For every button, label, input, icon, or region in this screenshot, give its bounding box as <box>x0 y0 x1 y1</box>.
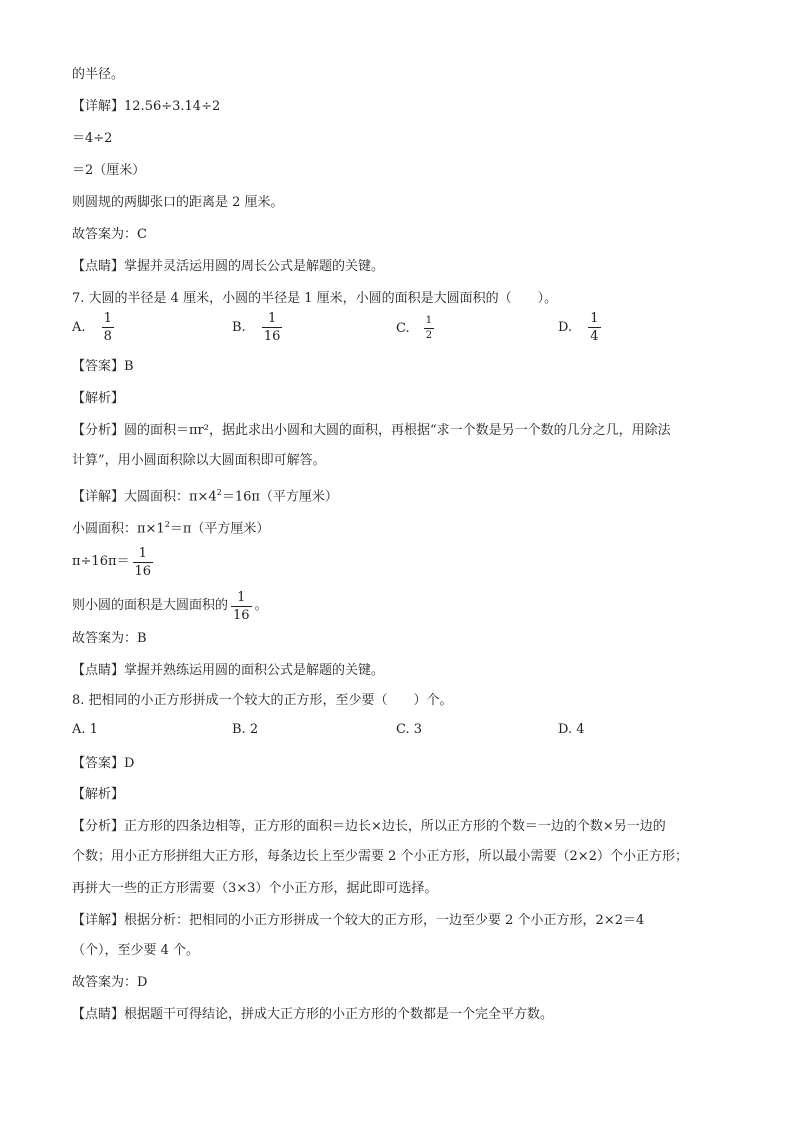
fraction-denominator: 16 <box>263 329 281 344</box>
question-text: 7. 大圆的半径是 4 厘米，小圆的半径是 1 厘米，小圆的面积是大圆面积的（ ）。 <box>72 291 558 306</box>
fraction-numerator: 1 <box>237 589 246 605</box>
fenxi-line <box>72 818 666 836</box>
detail-line <box>72 542 156 583</box>
answer-line <box>72 755 134 773</box>
note-text: 掌握并熟练运用圆的面积公式是解题的关键。 <box>124 663 385 678</box>
text-line <box>72 66 124 84</box>
fraction-denominator: 2 <box>425 330 433 341</box>
detail-text: ＝π（平方厘米） <box>169 521 270 537</box>
question-7 <box>72 290 557 308</box>
answer-tag: 【答案】 <box>72 359 125 374</box>
text: 故答案为：C <box>72 227 147 242</box>
exponent: 2 <box>164 520 170 529</box>
fenxi-line <box>72 848 688 866</box>
detail-text: ＝16π（平方厘米） <box>221 489 338 505</box>
detail-line <box>72 912 644 930</box>
detail-text: π÷16π＝ <box>72 554 130 569</box>
answer-line <box>72 226 147 244</box>
analysis-header <box>72 390 124 408</box>
note-line <box>72 1006 553 1024</box>
fenxi-line <box>72 422 671 440</box>
fenxi-line <box>72 452 326 470</box>
note-tag: 【点睛】 <box>72 1007 125 1022</box>
detail-line <box>72 484 338 506</box>
text: ＝4÷2 <box>72 131 113 146</box>
option-d <box>558 312 604 343</box>
detail-tag: 【详解】 <box>72 489 125 505</box>
answer-line <box>72 630 147 648</box>
fraction-denominator: 16 <box>233 607 250 623</box>
option-a <box>72 312 117 343</box>
detail-line <box>72 98 220 116</box>
text-line <box>72 130 112 148</box>
text: 则圆规的两脚张口的距离是 2 厘米。 <box>72 195 284 210</box>
fenxi-text: 再拼大一些的正方形需要（3×3）个小正方形，据此即可选择。 <box>72 881 438 896</box>
detail-text: 大圆面积：π×4 <box>124 489 217 505</box>
note-text: 根据题干可得结论，拼成大正方形的小正方形的个数都是一个完全平方数。 <box>124 1007 554 1022</box>
fraction-numerator: 1 <box>267 311 277 326</box>
result-fraction <box>231 591 252 622</box>
option-c <box>396 316 437 341</box>
fenxi-tag: 【分析】 <box>72 423 125 438</box>
question-8-options <box>72 722 752 742</box>
option-label: A. <box>72 320 86 335</box>
answer-value: D <box>124 756 135 771</box>
answer-line <box>72 358 134 376</box>
question-8 <box>72 692 453 710</box>
fenxi-text: 正方形的四条边相等，正方形的面积＝边长×边长，所以正方形的个数＝一边的个数×另一边的 <box>124 819 666 834</box>
text: 故答案为：B <box>72 631 147 646</box>
option-c: C. 3 <box>396 722 423 737</box>
note-line <box>72 662 384 680</box>
fenxi-text: 个数；用小正方形拼组大正方形，每条边长上至少需要 2 个小正方形，所以最小需要（2×2）个小正方形； <box>72 849 688 864</box>
detail-line <box>72 942 199 960</box>
option-fraction <box>262 312 283 343</box>
fraction-numerator: 1 <box>103 311 112 326</box>
fenxi-text: 圆的面积＝πr²，据此求出小圆和大圆的面积，再根据“求一个数是另一个数的几分之几，用除法 <box>124 423 671 438</box>
detail-text: 小圆面积：π×1 <box>72 521 165 537</box>
detail-tag: 【详解】 <box>72 913 125 928</box>
note-tag: 【点睛】 <box>72 259 125 274</box>
detail-text: （个），至少要 4 个。 <box>72 943 200 958</box>
result-fraction <box>133 547 154 578</box>
detail-text: 根据分析：把相同的小正方形拼成一个较大的正方形，一边至少要 2 个小正方形，2×2＝4 <box>124 913 645 928</box>
answer-tag: 【答案】 <box>72 756 125 771</box>
text: ＝2（厘米） <box>72 163 146 178</box>
analysis-header <box>72 786 124 804</box>
text-line <box>72 162 145 180</box>
note-text: 掌握并灵活运用圆的周长公式是解题的关键。 <box>124 259 385 274</box>
detail-line <box>72 516 269 538</box>
fraction-numerator: 1 <box>590 311 599 326</box>
question-text: 8. 把相同的小正方形拼成一个较大的正方形，至少要（ ）个。 <box>72 693 453 708</box>
text-line <box>72 194 284 212</box>
detail-tag: 【详解】 <box>72 99 125 114</box>
detail-text: 12.56÷3.14÷2 <box>124 99 221 114</box>
detail-text: 。 <box>254 598 268 613</box>
question-7-options <box>72 312 752 352</box>
option-fraction <box>588 312 600 343</box>
fenxi-tag: 【分析】 <box>72 819 125 834</box>
option-d: D. 4 <box>558 722 585 737</box>
answer-value: B <box>124 359 134 374</box>
exponent: 2 <box>216 488 222 497</box>
text: 的半径。 <box>72 67 125 82</box>
option-label: C. <box>396 321 410 336</box>
analysis-tag: 【解析】 <box>72 787 125 802</box>
option-b <box>232 312 285 343</box>
fenxi-line <box>72 880 437 898</box>
fraction-denominator: 16 <box>134 563 152 579</box>
option-fraction <box>424 316 434 341</box>
option-label: D. <box>558 320 573 335</box>
note-line <box>72 258 384 276</box>
fraction-numerator: 1 <box>138 545 147 561</box>
text: 故答案为：D <box>72 975 148 990</box>
fenxi-text: 计算”，用小圆面积除以大圆面积即可解答。 <box>72 453 326 468</box>
fraction-denominator: 8 <box>103 329 112 344</box>
analysis-tag: 【解析】 <box>72 391 125 406</box>
detail-line <box>72 586 268 627</box>
detail-text: 则小圆的面积是大圆面积的 <box>72 598 229 613</box>
option-b: B. 2 <box>232 722 259 737</box>
option-fraction <box>102 312 114 343</box>
note-tag: 【点睛】 <box>72 663 125 678</box>
option-label: B. <box>232 320 246 335</box>
fraction-denominator: 4 <box>590 329 599 344</box>
fraction-numerator: 1 <box>425 315 433 326</box>
option-a: A. 1 <box>72 722 98 737</box>
answer-line <box>72 974 147 992</box>
